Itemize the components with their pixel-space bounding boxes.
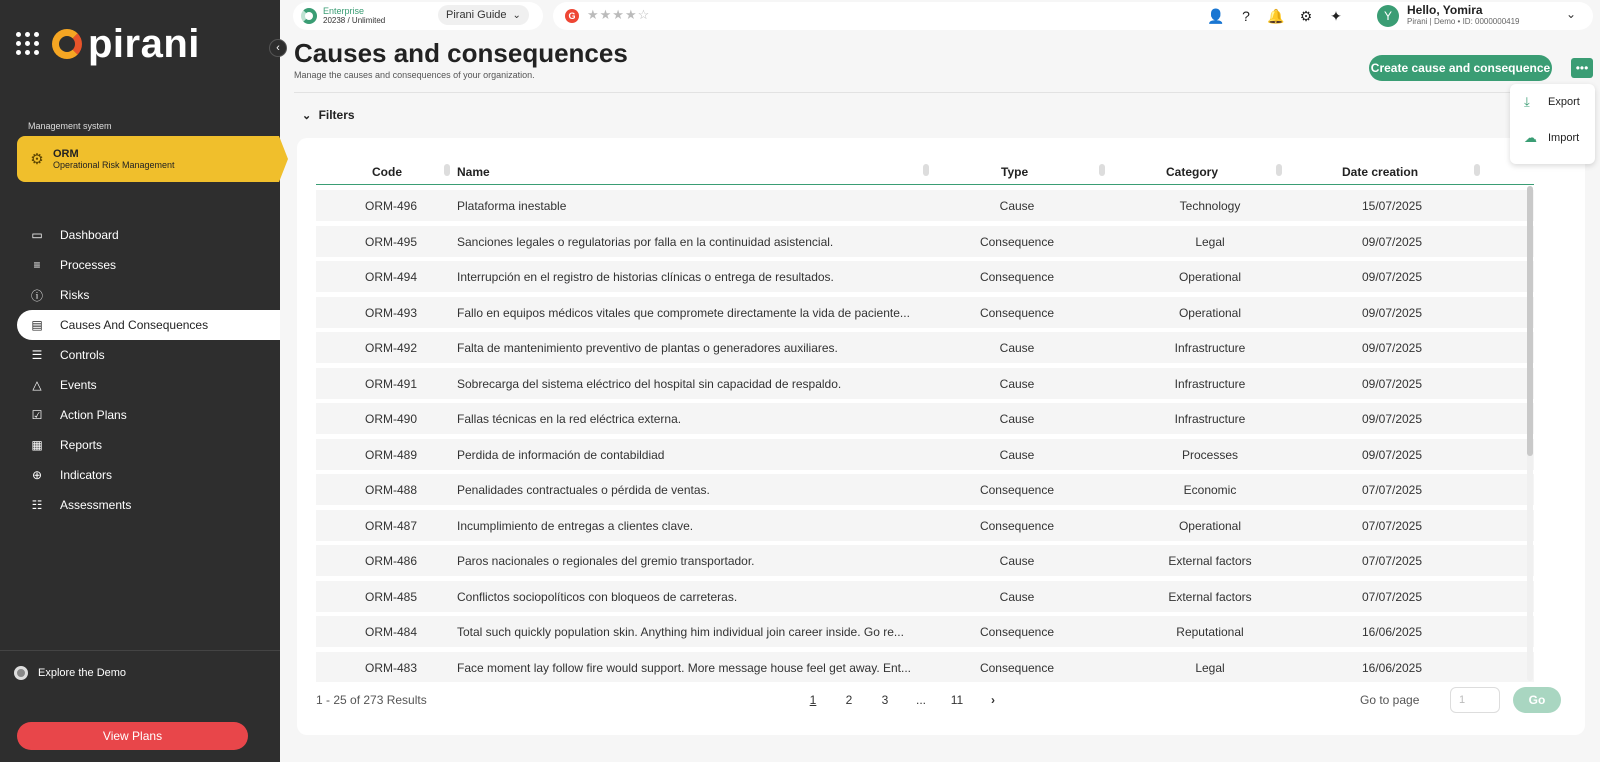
cell-date: 07/07/2025 [1361,518,1423,533]
cell-name: Total such quickly population skin. Anything him individual join career inside. Go re... [457,625,904,639]
cell-code: ORM-483 [364,660,417,675]
pagination [795,693,1011,707]
top-actions [1207,7,1357,25]
checkbox-icon: ☑ [31,408,43,422]
system-selector[interactable] [17,136,279,182]
cell-type: Consequence [979,518,1055,533]
apps-grid-icon[interactable] [16,32,40,56]
sidebar-item-dashboard[interactable] [0,220,280,250]
sidebar-item-indicators[interactable] [0,460,280,490]
guide-label: Pirani Guide [446,9,507,21]
cell-date: 09/07/2025 [1361,376,1423,391]
cell-name: Fallas técnicas en la red eléctrica externa. [457,412,682,426]
logo[interactable] [16,24,200,64]
table-card [297,138,1585,735]
sidebar-item-label: Dashboard [60,228,119,242]
menu-item-import[interactable] [1510,120,1595,156]
sidebar-nav [0,220,280,520]
table-row[interactable] [316,226,1534,257]
page-link-2[interactable]: 2 [845,693,853,707]
table-row[interactable] [316,545,1534,576]
user-menu-chevron-icon[interactable]: ⌄ [1566,7,1577,21]
sidebar-item-assessments[interactable] [0,490,280,520]
cell-date: 09/07/2025 [1361,447,1423,462]
cell-type: Consequence [979,305,1055,320]
cell-name: Interrupción en el registro de historias clínicas o entrega de resultados. [457,270,834,284]
cell-name: Fallo en equipos médicos vitales que compromete directamente la vida de paciente... [457,305,910,320]
create-cause-button[interactable]: Create cause and consequence [1369,55,1552,81]
filters-toggle[interactable] [302,108,355,122]
column-header-code[interactable]: Code [372,165,402,179]
user-greeting: Hello, Yomira [1407,3,1483,17]
table-row[interactable] [316,510,1534,541]
explore-demo-toggle[interactable] [14,666,126,680]
cell-type: Cause [999,341,1035,355]
sidebar-item-label: Controls [60,348,105,362]
cell-name: Penalidades contractuales o pérdida de ventas. [457,483,710,497]
cell-name: Incumplimiento de entregas a clientes clave. [457,518,694,533]
gear-icon: ⚙ [30,151,44,168]
cloud-upload-icon: ☁ [1524,130,1537,145]
cell-date: 09/07/2025 [1361,270,1423,284]
sidebar-item-label: Assessments [60,498,132,512]
cell-date: 07/07/2025 [1361,483,1423,497]
cell-category: Infrastructure [1174,376,1246,391]
rating-stars-icon[interactable]: ★★★★☆ [587,7,651,22]
cell-category: External factors [1168,554,1252,568]
brand-name: pirani [88,22,200,66]
cell-name: Plataforma inestable [457,199,567,213]
column-header-name[interactable]: Name [457,165,490,179]
cell-date: 09/07/2025 [1361,341,1423,355]
table-row[interactable] [316,439,1534,470]
menu-item-export[interactable] [1510,84,1595,120]
sidebar-item-risks[interactable] [0,280,280,310]
bell-icon[interactable]: 🔔 [1267,7,1285,24]
plan-title: Enterprise [323,6,365,16]
crosshair-icon: ⊕ [31,468,43,482]
table-row[interactable] [316,297,1534,328]
cell-date: 09/07/2025 [1361,234,1423,249]
cell-category: Legal [1195,234,1225,249]
table-row[interactable] [316,581,1534,612]
cell-type: Consequence [979,234,1055,249]
chart-icon: ▦ [31,438,43,452]
cell-type: Cause [999,376,1035,391]
cell-code: ORM-484 [364,625,417,639]
sidebar-item-label: Reports [60,438,103,452]
cell-category: Economic [1183,483,1237,497]
table-row[interactable] [316,652,1534,683]
cell-code: ORM-491 [364,376,417,391]
table-scrollbar[interactable] [1527,186,1533,681]
cell-code: ORM-487 [364,518,417,533]
sliders-icon: ☰ [31,348,43,362]
column-resize-handle[interactable] [1099,164,1105,176]
cell-type: Cause [999,554,1035,568]
sidebar-item-label: Causes And Consequences [60,318,209,332]
table-header [316,160,1534,185]
goto-page-label: Go to page [1360,693,1420,707]
cell-category: Technology [1179,199,1241,213]
cell-type: Consequence [979,660,1055,675]
sidebar-item-action-plans[interactable] [0,400,280,430]
sidebar-item-label: Events [60,378,97,392]
cell-name: Conflictos sociopolíticos con bloqueos de carreteras. [457,589,738,604]
toggle-icon [14,666,28,680]
page-title: Causes and consequences [294,38,628,68]
chevron-down-icon: ⌄ [512,9,521,21]
table-row[interactable] [316,474,1534,505]
download-icon: ⤓ [1524,94,1530,109]
cell-name: Perdida de información de contabildiad [457,447,665,462]
cell-type: Cause [999,412,1035,426]
cell-name: Falta de mantenimiento preventivo de plantas o generadores auxiliares. [457,341,838,355]
sidebar-divider [0,650,280,651]
sidebar-item-reports[interactable] [0,430,280,460]
sidebar-item-controls[interactable] [0,340,280,370]
pirani-logo-icon [52,29,82,59]
sidebar-item-label: Processes [60,258,117,272]
cell-date: 16/06/2025 [1361,625,1423,639]
cell-name: Paros nacionales o regionales del gremio transportador. [457,554,755,568]
header-divider [294,92,1584,93]
column-header-type[interactable]: Type [1001,165,1029,179]
cell-date: 07/07/2025 [1361,554,1423,568]
cell-category: Legal [1195,660,1225,675]
cell-code: ORM-496 [364,199,417,213]
alert-circle-icon: ⓘ [30,288,43,303]
cell-code: ORM-492 [364,341,417,355]
cell-code: ORM-489 [364,447,417,462]
cell-code: ORM-485 [364,589,417,604]
go-button[interactable]: Go [1513,687,1561,713]
cell-category: Operational [1178,270,1242,284]
cell-date: 15/07/2025 [1361,199,1423,213]
cell-name: Face moment lay follow fire would support. More message house feel get away. Ent... [457,660,911,675]
cell-code: ORM-490 [364,412,417,426]
more-options-menu [1510,84,1595,164]
cell-date: 16/06/2025 [1361,660,1423,675]
cell-category: External factors [1168,589,1252,604]
page-link-1[interactable]: 1 [809,693,817,707]
column-header-category[interactable]: Category [1166,165,1219,179]
list-icon: ≡ [33,258,41,272]
sidebar-item-causes-and-consequences[interactable] [17,310,280,340]
pirani-guide-dropdown[interactable] [438,5,529,25]
cell-code: ORM-488 [364,483,417,497]
help-icon[interactable]: ? [1242,8,1250,24]
table-row[interactable] [316,368,1534,399]
system-title: ORM [53,148,79,160]
sidebar-item-processes[interactable] [0,250,280,280]
table-row[interactable] [316,190,1534,221]
table-row[interactable] [316,332,1534,363]
import-label: Import [1548,132,1580,144]
management-system-label: Management system [28,121,112,131]
g2-logo-icon[interactable]: G [565,9,579,23]
filters-label: Filters [318,108,355,122]
table-row[interactable] [316,261,1534,292]
page-link-3[interactable]: 3 [881,693,889,707]
plan-usage: 20238 / Unlimited [323,16,386,25]
table-icon: ▤ [31,318,43,332]
cell-date: 09/07/2025 [1361,412,1423,426]
sidebar-item-label: Indicators [60,468,113,482]
warning-icon: △ [32,378,42,392]
chevron-down-icon: ⌄ [302,110,312,122]
collapse-sidebar-icon[interactable]: ‹ [269,39,287,57]
settings-icon[interactable]: ⚙ [1299,7,1313,24]
cell-name: Sanciones legales o regulatorias por falla en la continuidad asistencial. [457,234,834,249]
cell-date: 07/07/2025 [1361,589,1423,604]
more-options-button[interactable]: ••• [1571,58,1593,78]
cell-category: Infrastructure [1174,412,1246,426]
user-info: Pirani | Demo • ID: 0000000419 [1407,17,1520,26]
plan-bar [293,2,543,30]
page-link-11[interactable]: 11 [950,693,964,707]
explore-demo-label: Explore the Demo [38,667,127,679]
sidebar [0,0,280,762]
cell-type: Cause [999,589,1035,604]
plan-logo-icon [301,8,317,24]
goto-page-input[interactable] [1450,687,1500,713]
column-resize-handle[interactable] [923,164,929,176]
column-resize-handle[interactable] [1276,164,1282,176]
avatar[interactable]: Y [1377,5,1399,27]
view-plans-button[interactable]: View Plans [17,722,248,750]
checklist-icon: ☷ [31,498,43,512]
table-row[interactable] [316,403,1534,434]
table-body [316,190,1544,682]
sidebar-item-label: Risks [60,288,90,302]
column-resize-handle[interactable] [444,164,450,176]
cell-type: Cause [999,447,1035,462]
add-user-icon[interactable]: 👤 [1207,7,1225,24]
export-label: Export [1548,96,1580,108]
cell-category: Processes [1181,447,1239,462]
column-header-date-creation[interactable]: Date creation [1342,165,1419,179]
cell-code: ORM-495 [364,234,417,249]
scrollbar-thumb[interactable] [1527,186,1533,456]
next-page-icon[interactable]: › [991,693,995,707]
cell-type: Cause [999,199,1035,213]
cell-category: Infrastructure [1174,341,1246,355]
sparkle-icon[interactable]: ✦ [1330,7,1342,24]
cell-code: ORM-486 [364,554,417,568]
cell-code: ORM-494 [364,270,417,284]
system-subtitle: Operational Risk Management [53,160,175,170]
sidebar-item-events[interactable] [0,370,280,400]
results-count: 1 - 25 of 273 Results [316,693,427,707]
cell-category: Operational [1178,518,1242,533]
cell-category: Operational [1178,305,1242,320]
cell-code: ORM-493 [364,305,417,320]
table-row[interactable] [316,616,1534,647]
cell-type: Consequence [979,625,1055,639]
cell-name: Sobrecarga del sistema eléctrico del hospital sin capacidad de respaldo. [457,376,842,391]
cell-type: Consequence [979,270,1055,284]
page-ellipsis: ... [915,693,926,707]
top-bar [553,2,1593,30]
sidebar-item-label: Action Plans [60,408,127,422]
cell-date: 09/07/2025 [1361,305,1423,320]
column-resize-handle[interactable] [1474,164,1480,176]
monitor-icon: ▭ [31,228,43,242]
cell-category: Reputational [1176,625,1244,639]
page-subtitle: Manage the causes and consequences of your organization. [294,70,535,80]
cell-type: Consequence [979,483,1055,497]
